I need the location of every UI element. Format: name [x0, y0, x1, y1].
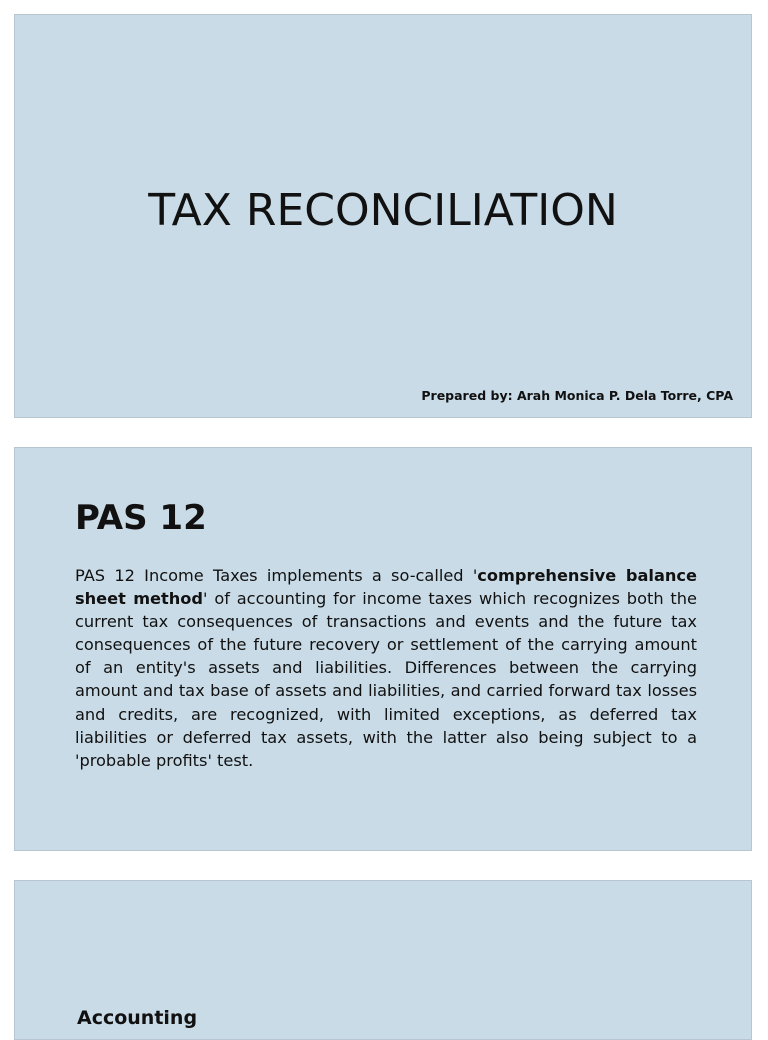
slide-pas12	[14, 447, 752, 851]
pas12-body-part2: ' of accounting for income taxes which recognizes both the current tax consequences of transactions and events and the future tax consequences of the future recovery or settlement of the carrying amount of an entity's assets and liabilities. Differences between the carrying amount and tax base of assets and liabilities, and carried forward tax losses and credits, are recognized, with limited exceptions, as deferred tax liabilities or deferred tax assets, with the latter also being subject to a 'probable profits' test.	[75, 589, 697, 770]
pas12-body-part1: PAS 12 Income Taxes implements a so-called '	[75, 566, 478, 585]
pas12-heading: PAS 12	[75, 498, 207, 538]
pas12-body-bold: comprehensive balance sheet method	[75, 566, 697, 609]
pas12-body	[75, 564, 697, 772]
slide-title	[14, 14, 752, 418]
accounting-heading: Accounting	[77, 1007, 198, 1029]
slide-accounting	[14, 880, 752, 1040]
prepared-by-text: Prepared by: Arah Monica P. Dela Torre, CPA	[421, 388, 733, 403]
slide-title-heading: TAX RECONCILIATION	[148, 185, 618, 236]
